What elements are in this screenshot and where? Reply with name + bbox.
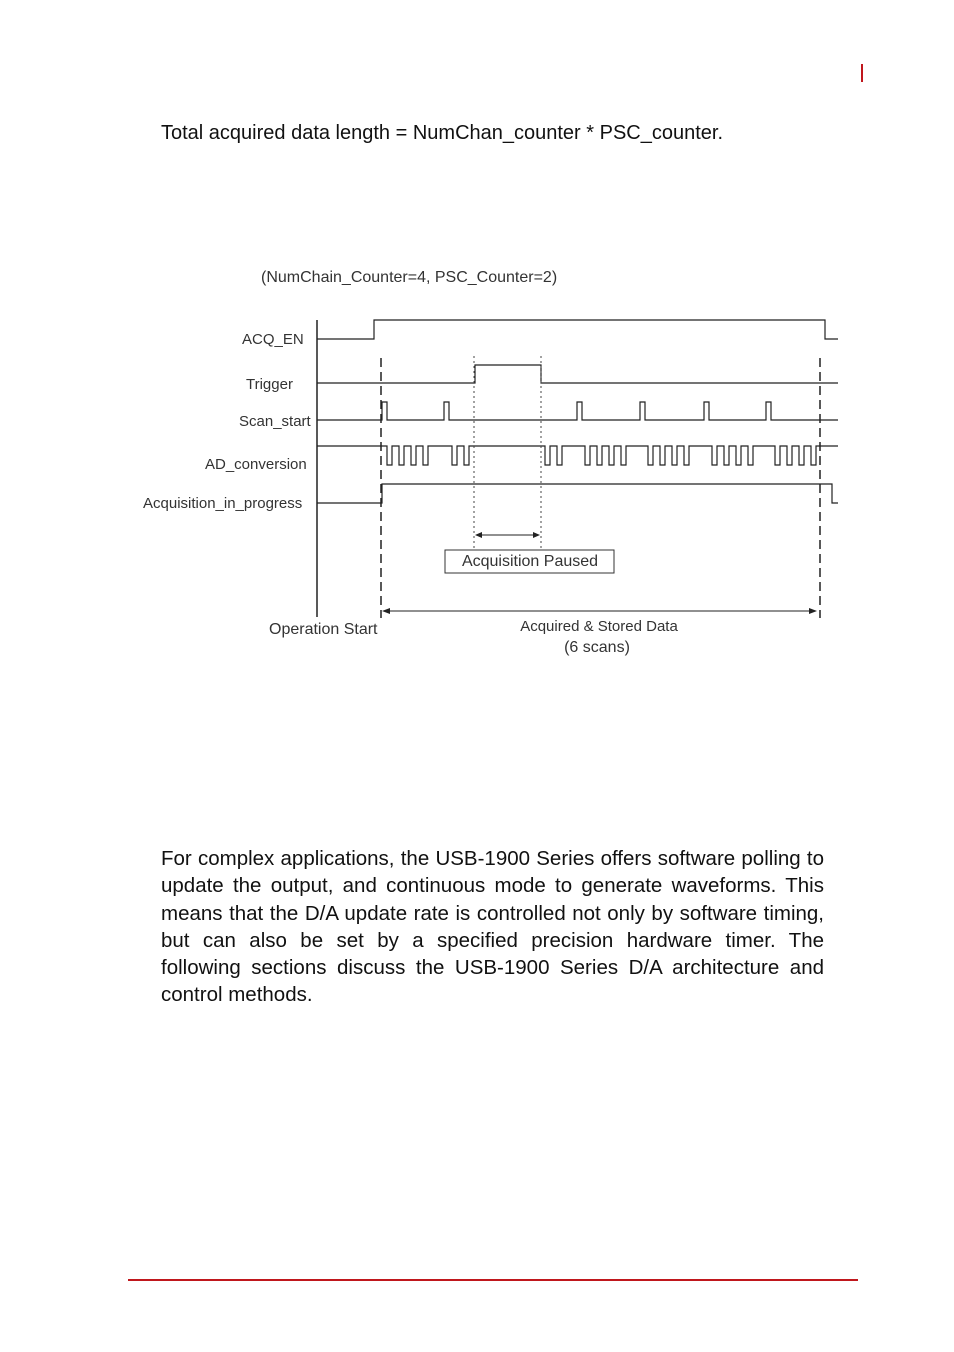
diagram-subtitle: (NumChain_Counter=4, PSC_Counter=2) (261, 269, 558, 286)
formula-text: Total acquired data length = NumChan_counter * PSC_counter. (161, 122, 724, 144)
wave-acq-en (317, 320, 838, 339)
label-acq-en: ACQ_EN (242, 331, 304, 348)
body-paragraph: For complex applications, the USB-1900 Series offers software polling to update the output, and continuous mode to generate waveforms. This means that the D/A update rate is controlled not only by software timing, but can also be set by a specified precision hardware timer. The following sections discuss the USB-1900 Series D/A architecture and control methods. (161, 847, 824, 1007)
footer-rule (128, 1279, 858, 1281)
stored-scan-count: (6 scans) (564, 639, 630, 656)
wave-ad-conversion (317, 446, 838, 465)
label-acquisition-in-progress: Acquisition_in_progress (143, 495, 303, 512)
pause-arrow-head-left (475, 532, 482, 538)
label-trigger: Trigger (246, 376, 293, 393)
paused-label: Acquisition Paused (461, 553, 599, 570)
pause-arrow-head-right (533, 532, 540, 538)
label-ad-conversion: AD_conversion (205, 456, 307, 473)
stored-arrow-head-left (382, 608, 390, 614)
wave-trigger (317, 365, 838, 383)
wave-acquisition-in-progress (317, 484, 838, 503)
label-scan-start: Scan_start (239, 413, 311, 430)
stored-arrow-head-right (809, 608, 817, 614)
operation-start-label: Operation Start (269, 621, 378, 638)
wave-scan-start (317, 402, 838, 420)
stored-data-label: Acquired & Stored Data (520, 618, 678, 635)
